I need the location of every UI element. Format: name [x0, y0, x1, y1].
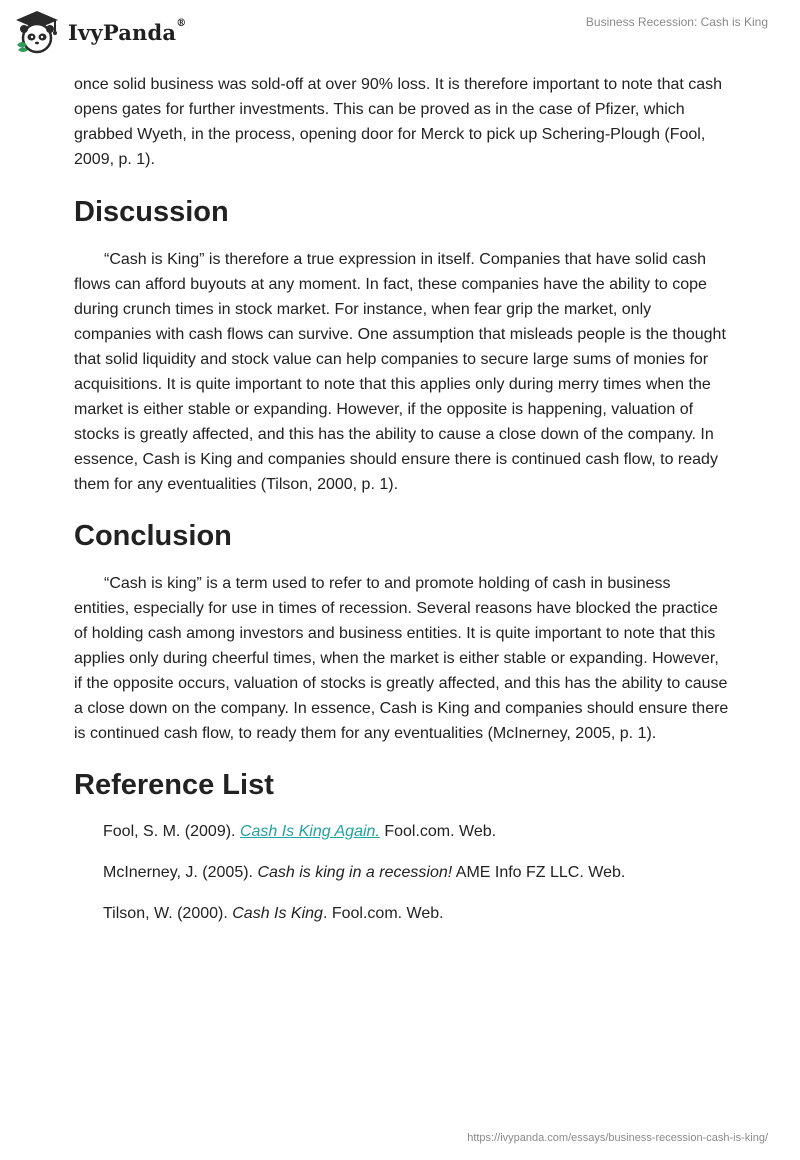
brand-name — [68, 17, 187, 45]
intro-paragraph: once solid business was sold-off at over 90% loss. It is therefore important to note that cash opens gates for further investments. This can be proved as in the case of Pfizer, which grabbed Wyeth, in the process, opening door for Merck to pick up Schering-Plough (Fool, 2009, p. 1). — [74, 76, 723, 168]
page-header — [0, 0, 800, 70]
reference-list-heading: Reference List — [74, 769, 274, 801]
reference-item — [103, 862, 730, 884]
reference-title: Cash is king in a recession! — [257, 864, 453, 881]
reference-title: Cash Is King — [232, 905, 323, 922]
reference-list — [103, 821, 730, 925]
conclusion-heading: Conclusion — [74, 520, 232, 552]
reference-source: AME Info FZ LLC. Web. — [452, 864, 626, 881]
essay-content — [74, 72, 730, 925]
reference-item — [103, 821, 730, 843]
reference-source: . Fool.com. Web. — [322, 905, 444, 922]
source-url[interactable]: https://ivypanda.com/essays/business-recession-cash-is-king/ — [467, 1132, 768, 1144]
reference-author: McInerney, J. (2005). — [103, 864, 258, 881]
brand-logo[interactable] — [14, 9, 186, 55]
reference-item — [103, 903, 730, 925]
panda-graduate-icon — [14, 9, 60, 55]
document-title: Business Recession: Cash is King — [585, 15, 768, 29]
reference-author: Fool, S. M. (2009). — [103, 823, 240, 840]
registered-mark: ® — [176, 17, 187, 29]
reference-source: Fool.com. Web. — [379, 823, 497, 840]
reference-author: Tilson, W. (2000). — [103, 905, 233, 922]
reference-link[interactable]: Cash Is King Again. — [239, 823, 380, 840]
discussion-heading: Discussion — [74, 196, 229, 228]
brand-wordmark: IvyPanda — [68, 19, 177, 45]
conclusion-paragraph: “Cash is king” is a term used to refer to and promote holding of cash in business entities, especially for use in times of recession. Several reasons have blocked the practice of holding cash among investors and business entities. It is quite important to note that this applies only during cheerful times, when the market is either stable or expanding. However, if the opposite occurs, valuation of stocks is greatly affected, and this has the ability to cause a close down on the company. In essence, Cash is King and companies should ensure there is continued cash flow, to ready them for any eventualities (McInerney, 2005, p. 1). — [74, 575, 729, 742]
discussion-paragraph: “Cash is King” is therefore a true expression in itself. Companies that have solid cash flows can afford buyouts at any moment. In fact, these companies have the ability to cope during crunch times in stock market. For instance, when fear grip the market, only companies with cash flows can survive. One assumption that misleads people is the thought that solid liquidity and stock value can help companies to secure large sums of monies for acquisitions. It is quite important to note that this applies only during merry times when the market is either stable or expanding. However, if the opposite is happening, valuation of stocks is greatly affected, and this has the ability to cause a close down of the company. In essence, Cash is King and companies should ensure there is continued cash flow, to ready them for any eventualities (Tilson, 2000, p. 1). — [74, 251, 726, 493]
